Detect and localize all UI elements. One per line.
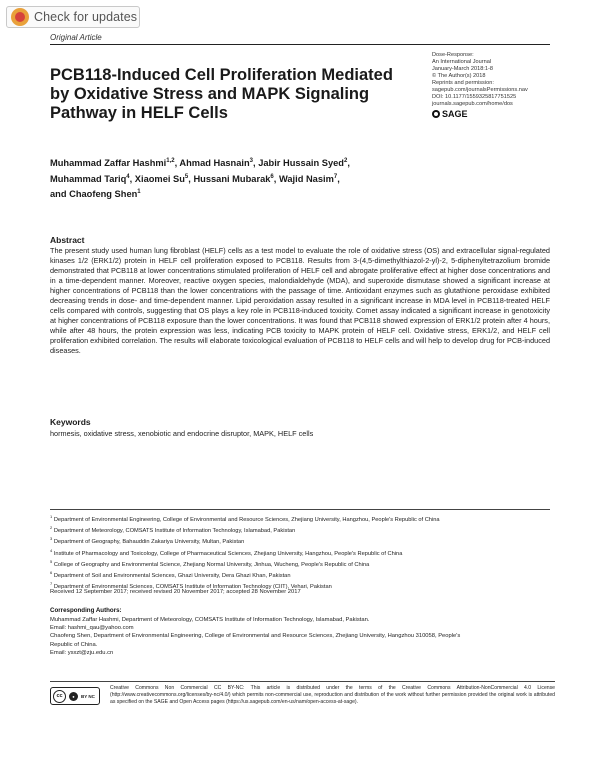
affiliation-number: 2 [50, 525, 53, 531]
corresponding-email[interactable]: Email: ysxzt@zju.edu.cn [50, 649, 114, 656]
article-title: PCB118-Induced Cell Proliferation Mediated by Oxidative Stress and MAPK Signaling Pathway in HELF Cells [50, 66, 393, 122]
sage-logo-icon [432, 110, 440, 118]
affiliation-number: 6 [50, 569, 53, 575]
author-name: Ahmad Hasnain [179, 158, 250, 169]
corresponding-email[interactable]: Email: hashmi_qau@yahoo.com [50, 625, 134, 632]
keywords-heading: Keywords [50, 417, 91, 427]
affiliation-item [50, 524, 555, 535]
affiliation-item [50, 547, 555, 558]
corresponding-authors-heading: Corresponding Authors: [50, 607, 122, 614]
check-for-updates-button[interactable] [6, 6, 140, 28]
author-name: Hussani Mubarak [193, 173, 271, 184]
affiliation-text: Department of Geography, Bahauddin Zakariya University, Multan, Pakistan [53, 539, 245, 546]
affiliation-number: 4 [50, 547, 53, 553]
abstract-heading: Abstract [50, 235, 85, 245]
author-affiliation-ref: 2 [343, 158, 348, 164]
sage-logo-text: SAGE [442, 108, 468, 119]
author-name: Jabir Hussain Syed [258, 158, 344, 169]
journal-info-line: An International Journal [432, 59, 492, 65]
sage-logo [432, 110, 562, 118]
affiliation-text: College of Geography and Environmental Science, Zhejiang Normal University, Jinhua, Wucheng, People's Republic of China [53, 561, 370, 568]
received-dates: Received 12 September 2017; received revised 20 November 2017; accepted 28 November 2017 [50, 589, 301, 595]
license-tag: BY NC [81, 693, 95, 699]
abstract-text: The present study used human lung fibroblast (HELF) cells as a test model to evaluate the role of oxidative stress (OS) and extracellular signal-regulated kinases 1/2 (ERK1/2) protein in HELF cell proliferation exposed to PCB118. Results from 3-(4,5-dimethylthiazol-2-yl)-2, 5-diphenyltetrazolium bromide demonstrated that PCB118 at lower concentrations stimulated proliferation of HELF cell and abrogate proliferative effect at higher dose concentrations and in a time-dependent manner. Moreover, reactive oxygen species, malondialdehyde (MDA), and superoxide dismutase showed a significant increase at higher concentrations of PCB118 than the lower concentrations with the passage of time. Antioxidant enzymes such as glutathione peroxidase exhibited decreasing trends in dose- and time-dependent manner. Lipid peroxidation assay resulted in a significant increase in MDA level in PCB118-treated HELF cells compared with controls, suggesting that OS plays a key role in PCB118-induced toxicity. Comet assay indicated a significant increase in genotoxicity at higher concentrations of PCB118 exposure than the lower concentrations. It was found that PCB118 showed expression of ERK1/2 protein after 4 hours, while after 48 hours, the protein expression was less, indicating PCB toxicity to MAPK protein of HELF cell. Oxidative stress, ERK1/2, and HELF cell proliferation exhibited correlation. The results will elaborate toxicological evaluation of PCB118 to HELF cells and will help to develop drug for PCB-induced diseases. [50, 246, 550, 355]
author-affiliation-ref: 5 [184, 173, 189, 180]
affiliation-list [50, 513, 555, 591]
journal-info-line[interactable]: journals.sagepub.com/home/dos [432, 101, 513, 107]
author-name: and Chaofeng Shen [50, 189, 138, 200]
affiliation-number: 7 [50, 581, 53, 587]
affiliation-text: Institute of Pharmacology and Toxicology, College of Pharmaceutical Sciences, Zhejiang University, Hangzhou, People's Republic of China [53, 550, 403, 557]
author-affiliation-ref: 4 [126, 173, 130, 180]
affiliation-item [50, 558, 555, 569]
affiliation-number: 1 [50, 514, 53, 519]
affiliation-number: 5 [50, 558, 53, 564]
header-divider [50, 44, 550, 45]
journal-info-line: Dose-Response: [432, 52, 474, 58]
author-affiliation-ref: 1 [137, 189, 141, 196]
affiliation-text: Department of Environmental Engineering, College of Environmental and Resource Sciences, Zhejiang University, Hangzhou, People's Republic of China [53, 516, 440, 523]
corresponding-line: Muhammad Zaffar Hashmi, Department of Meteorology, COMSATS Institute of Information Technology, Islamabad, Pakistan. [50, 617, 370, 623]
corresponding-line: Chaofeng Shen, Department of Environmental Engineering, College of Environmental and Resource Sciences, Zhejiang University, Hangzhou 310058, People's [50, 633, 461, 640]
affiliation-item [50, 513, 555, 524]
license-box [50, 681, 555, 712]
journal-info-line: Reprints and permission: [432, 80, 494, 86]
affiliation-number: 3 [50, 536, 53, 542]
author-affiliation-ref: 3 [249, 158, 254, 164]
author-name: Muhammad Tariq [50, 173, 127, 184]
attribution-icon: ● [69, 692, 78, 701]
author-name: Xiaomei Su [134, 173, 185, 184]
crossmark-icon [11, 8, 29, 26]
journal-info [432, 52, 562, 118]
journal-info-line[interactable]: sagepub.com/journalsPermissions.nav [432, 87, 528, 93]
affiliation-text: Department of Meteorology, COMSATS Institute of Information Technology, Islamabad, Pakistan [53, 528, 296, 535]
author-affiliation-ref: 6 [270, 173, 274, 180]
author-name: Wajid Nasim [278, 173, 334, 184]
article-type: Original Article [50, 33, 102, 42]
footnote-divider [50, 509, 550, 510]
check-for-updates-label: Check for updates [34, 10, 138, 24]
keywords-text: hormesis, oxidative stress, xenobiotic and endocrine disruptor, MAPK, HELF cells [50, 429, 314, 438]
creative-commons-icon: cc [53, 690, 66, 703]
author-list: Muhammad Zaffar Hashmi$^{1,2}$, Ahmad Hasnain$^3$, Jabir Hussain Syed$^2$, Muhammad Tariq$^4$, Xiaomei Su$^5$, Hussani Mubarak$^6$, Wajid Nasim$^7$, and Chaofeng Shen$^1$ [50, 158, 350, 200]
journal-info-line: January-March 2018:1-8 [432, 66, 493, 72]
corresponding-line: Republic of China. [50, 641, 98, 648]
corresponding-authors [50, 616, 555, 657]
author-name: Muhammad Zaffar Hashmi [50, 158, 167, 169]
journal-info-line[interactable]: DOI: 10.1177/1559325817751525 [432, 94, 517, 100]
license-text: Creative Commons Non Commercial CC BY-NC: This article is distributed under the terms of the Creative Commons Attribution-NonCommercial 4.0 License (http://www.creativecommons.org/licenses/by-nc/4.0/) which permits non-commercial use, reproduction and distribution of the work without further permission provided the original work is attributed as specified on the SAGE and Open Access pages (https://us.sagepub.com/en-us/nam/open-access-at-sage). [110, 685, 555, 706]
affiliation-item [50, 535, 555, 546]
affiliation-text: Department of Soil and Environmental Sciences, Ghazi University, Dera Ghazi Khan, Pakistan [53, 572, 291, 579]
journal-info-line: © The Author(s) 2018 [432, 73, 486, 79]
affiliation-text: Department of Environmental Sciences, COMSATS Institute of Information Technology (CIIT), Vehari, Pakistan [53, 584, 332, 591]
author-affiliation-ref: 7 [333, 173, 338, 180]
cc-by-nc-logo[interactable] [50, 687, 100, 705]
affiliation-item [50, 569, 555, 580]
author-affiliation-ref: 1,2 [166, 158, 175, 164]
